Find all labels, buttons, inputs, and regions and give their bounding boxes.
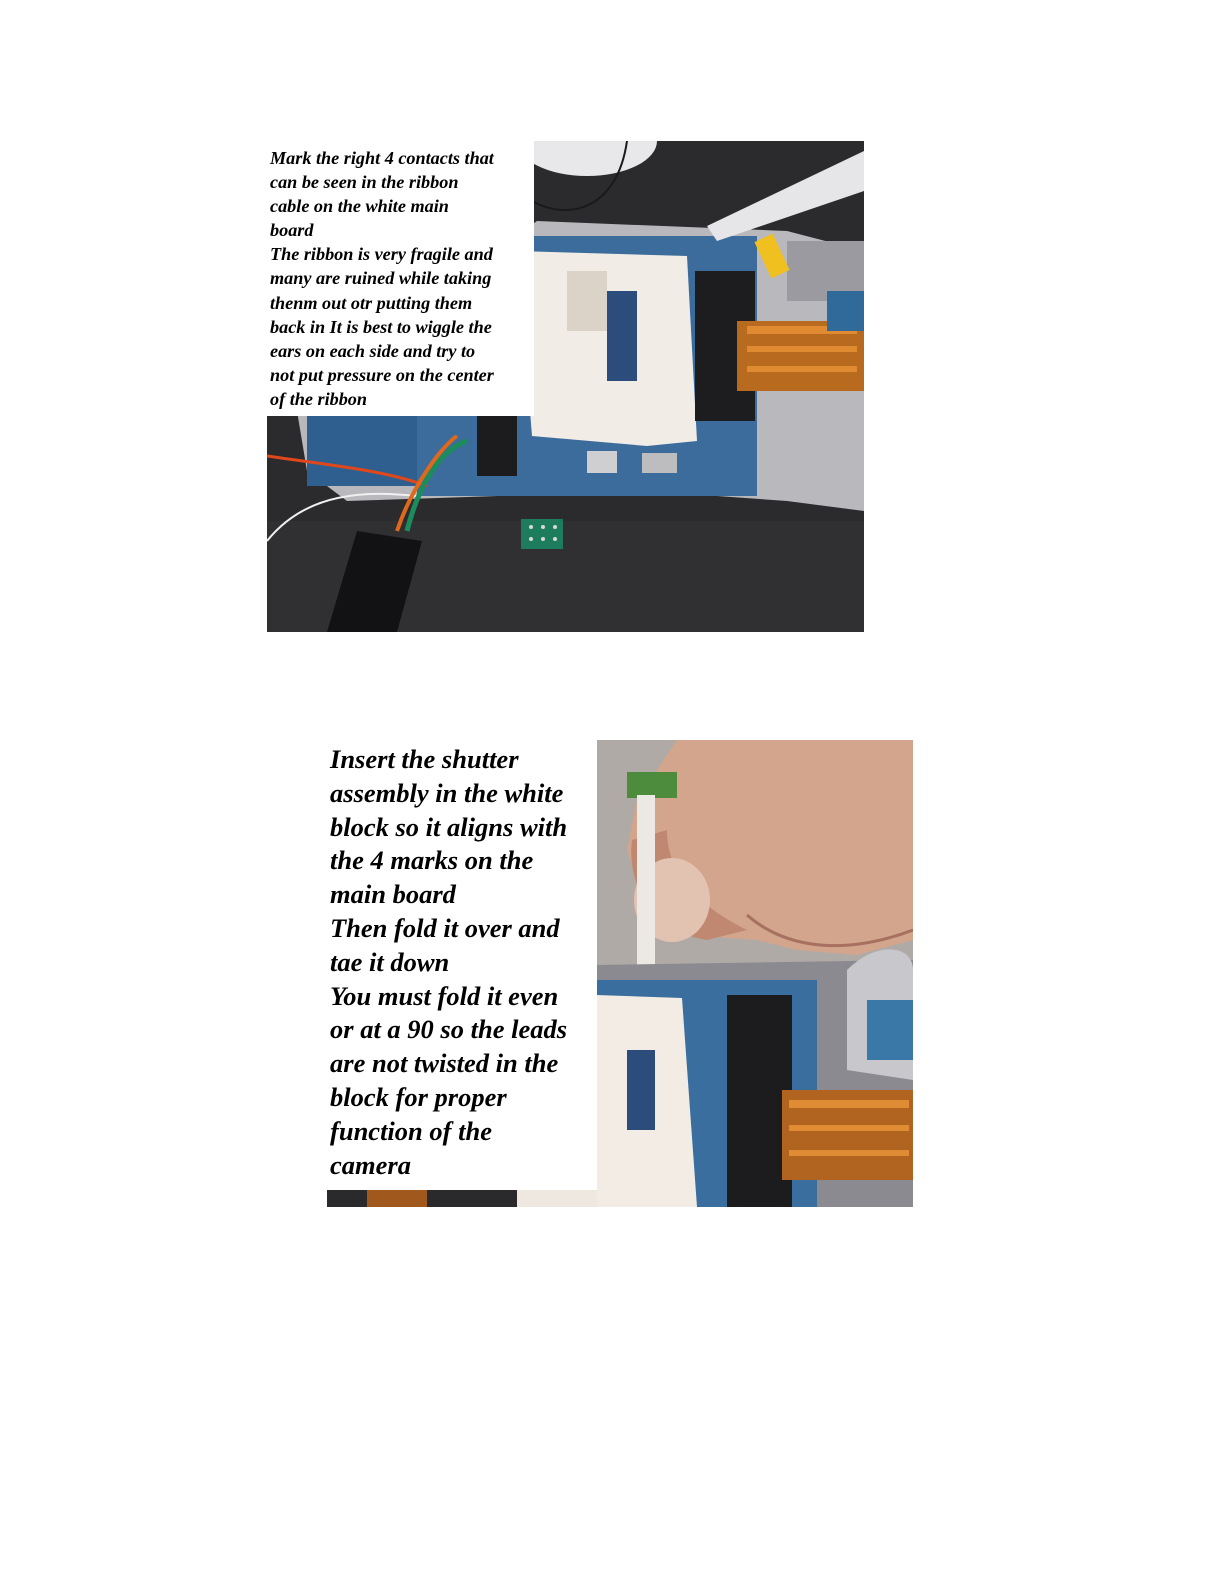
caption-line: or at a 90 so the leads (330, 1014, 568, 1045)
caption-line: The ribbon is very fragile and (270, 244, 493, 265)
caption-line: back in It is best to wiggle the (270, 316, 492, 337)
caption-line: cable on the white main (270, 196, 449, 217)
caption-insert-shutter (327, 740, 597, 1190)
caption-line: assembly in the white (330, 777, 564, 808)
caption-line: thenm out otr putting them (270, 292, 473, 313)
caption-line: can be seen in the ribbon (270, 172, 459, 193)
caption-line: Then fold it over and (330, 912, 560, 943)
caption-line: not put pressure on the center (270, 364, 494, 385)
caption-line: You must fold it even (330, 980, 559, 1011)
caption-line: board (270, 220, 314, 241)
caption-line: block for proper (330, 1081, 507, 1112)
caption-line: block so it aligns with (330, 811, 568, 842)
caption-line: the 4 marks on the (330, 845, 534, 876)
caption-line: are not twisted in the (330, 1048, 559, 1079)
caption-line: Mark the right 4 contacts that (270, 148, 494, 168)
caption-line: ears on each side and try to (270, 340, 476, 361)
caption-line: camera (330, 1149, 411, 1180)
caption-line: of the ribbon (270, 388, 368, 409)
caption-line: tae it down (330, 946, 450, 977)
caption-line: main board (330, 879, 456, 910)
photo-circuit-board-ribbon (267, 141, 864, 632)
caption-line: function of the (330, 1115, 492, 1146)
caption-line: Insert the shutter (330, 744, 519, 774)
caption-mark-contacts (267, 141, 534, 416)
caption-line: many are ruined while taking (270, 268, 492, 289)
photo-shutter-assembly-insert (327, 740, 913, 1207)
